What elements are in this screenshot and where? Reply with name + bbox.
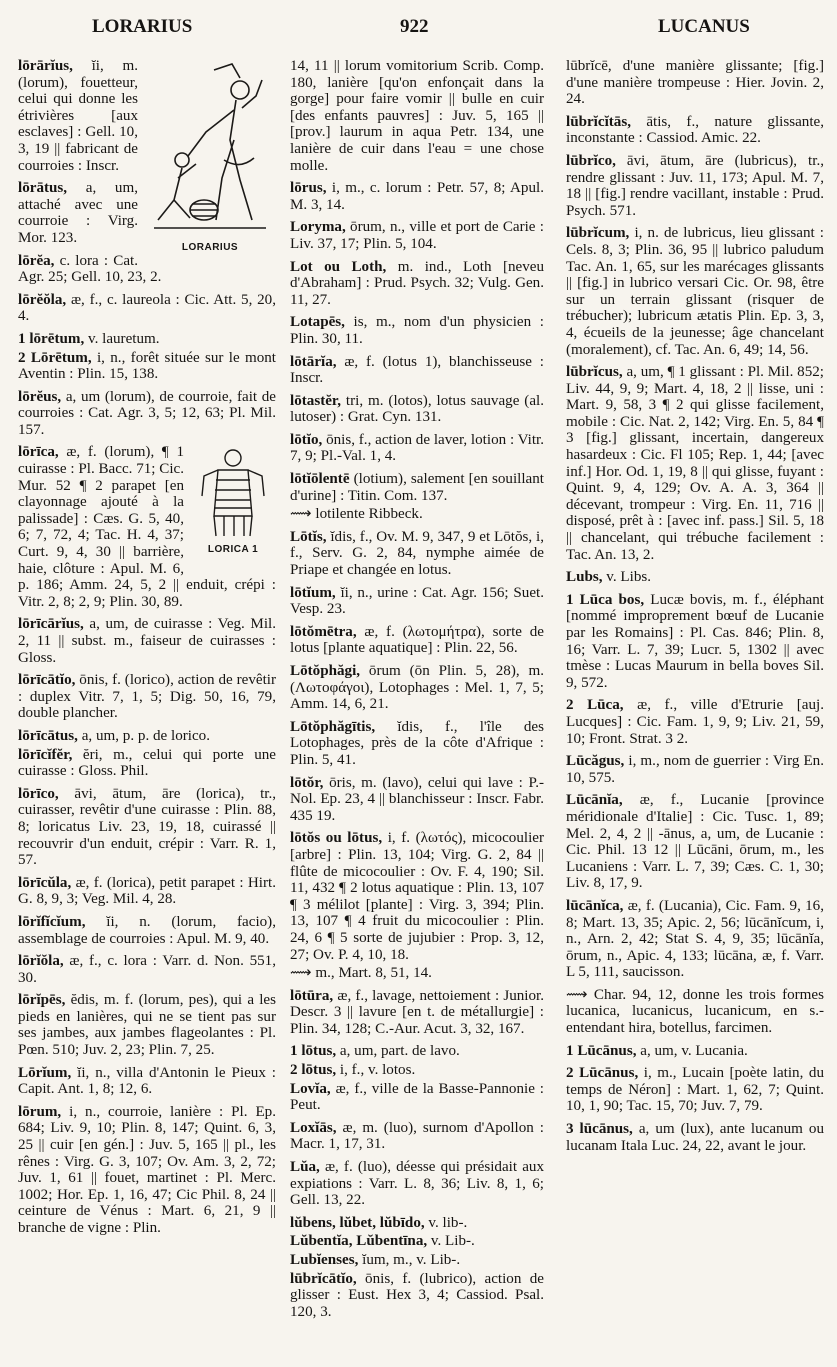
dictionary-entry [290,830,544,963]
definition: v. lauretum. [84,330,160,347]
dictionary-entry [18,786,276,869]
definition: 14, 11 || lorum vomitorium Scrib. Comp. 180, lanière [qu'on enfonçait dans la gorge] pour faire vomir || bulle en cuir [des enfants pauvres] : Juv. 5, 165 || [prov.] laurum in aqua Petr. 134, une lanière de cuir dans l'eau = une chose molle. [290,58,544,174]
dictionary-entry [290,1252,544,1269]
definition: ĭi, n. (lorum, facio), assemblage de courroies : Apul. M. 9, 40. [18,913,276,947]
dictionary-entry [18,875,276,908]
headword: lōtŏs ou lōtus, [290,830,383,847]
dictionary-entry [566,364,824,563]
note-text: ⟿ Char. 94, 12, donne les trois formes lucanica, lucanicus, lucanicum, en s.-entendant hira, botellus, farcimen. [566,986,824,1037]
definition: āvi, ātum, āre (lubricus), tr., rendre glissant : Juv. 11, 173; Apul. M. 7, 18 || [fig.] rendre vacillant, instable : Prud. Psych. 571. [566,152,824,219]
definition: ōrum, n., ville et port de Carie : Liv. 37, 17; Plin. 5, 104. [290,219,544,252]
headword: Lot ou Loth, [290,258,387,275]
definition: ĭum, m., v. Lib-. [358,1252,461,1268]
running-header [0,16,837,46]
dictionary-entry [290,1081,544,1114]
dictionary-entry [290,775,544,825]
headword: lōrĭŏla, [18,953,64,970]
headword: lūcānĭca, [566,897,624,914]
definition: æ, f., ville de la Basse-Pannonie : Peut. [290,1080,544,1114]
definition: ĭdis, f., l'île des Lotophages, près de la côte d'Afrique : Plin. 5, 41. [290,718,544,768]
headword: lōrum, [18,1103,62,1120]
headword: 2 Lūcānus, [566,1065,639,1082]
dictionary-entry [566,225,824,358]
column-3 [566,58,824,1160]
figure-lorarius [144,60,276,257]
headword: Lūcăgus, [566,753,625,770]
variant-note [290,965,544,982]
headword: lōrĕŏla, [18,291,67,308]
definition: a, um, attaché avec une courroie : Virg. Mor. 123. [18,180,138,246]
definition: ĭdis, f., Ov. M. 9, 347, 9 et Lōtŏs, i, f., Serv. G. 2, 84, nymphe aimée de Priape et changée en lotus. [290,528,544,579]
definition: æ, f. (lorum), ¶ 1 cuirasse : Pl. Bacc. 71; Cic. Mur. 52 ¶ 2 parapet [en clayonnage ajouté à la palissade] : Cæs. G. 5, 40, 6; 7, 72, 4; Tac. H. 4, 37; Curt. 9, 4, 30 || barrière, haie, clôture : Apul. M. 6, p. 186; Amm. 24, 5, 2 || enduit, crépi : Vitr. 2, 8; 2, 9; Plin. 30, 89. [18,444,276,610]
headword: lōrĭfĭcĭum, [18,913,86,930]
definition: æ, f. (Lucania), Cic. Fam. 9, 16, 8; Mart. 13, 35; Apic. 2, 56; lūcānĭcum, i, n., Arn. 2, 42; Stat S. 4, 9, 35; lūcānĭa, ōrum, n., Apic. 4, 133; lūcāna, æ, f. Varr. L 5, 111, saucisson. [566,897,824,981]
column-1 [18,58,276,1243]
headword: Lotapēs, [290,314,345,331]
headword: 1 Lūcānus, [566,1042,637,1059]
headword: lōrīco, [18,785,59,802]
headword: Lōtĭs, [290,528,327,545]
definition: æ, f. (λωτομήτρα), sorte de lotus [plante aquatique] : Plin. 22, 56. [290,623,544,657]
definition: ĭi, n., villa d'Antonin le Pieux : Capit. Ant. 1, 8; 12, 6. [18,1064,276,1098]
dictionary-entry [290,1120,544,1153]
definition: ōrum (ōn Plin. 5, 28), m. (Λωτοφάγοι), Lotophages : Mel. 1, 7, 5; Amm. 14, 6, 21. [290,663,544,713]
dictionary-entry [566,1043,824,1060]
headword: 2 Lūca, [566,697,624,714]
headword: lōtĭum, [290,584,336,601]
headword: lōrārĭus, [18,58,73,74]
definition: ĕdis, m. f. (lorum, pes), qui a les pieds en lanières, qui ne se tient pas sur ses jambes, aux jambes flageolantes : Pl. Pœn. 510; Juv. 2, 23; Plin. 7, 25. [18,992,276,1059]
dictionary-entry [290,663,544,713]
headword: 1 Lūca bos, [566,591,645,608]
definition: i, n., courroie, lanière : Pl. Ep. 684; Liv. 9, 10; Plin. 8, 147; Quint. 6, 3, 25 || cuir [en gén.] : Juv. 5, 165 || pl., les rênes : Virg. G. 3, 107; Ov. Am. 3, 2, 72; Juv. 1, 61 || fouet, martinet : Pl. Merc. 1002; Hor. Ep. 1, 16, 47; Cic Phil. 8, 24 || ceinture de Vénus : Mart. 6, 21, 9 || branche de vigne : Plin. [18,1103,276,1236]
dictionary-entry [18,747,276,780]
headword: lōtŏr, [290,774,324,791]
dictionary-entry [566,1121,824,1154]
definition: a, um, de cuirasse : Veg. Mil. 2, 11 || subst. m., faiseur de cuirasses : Gloss. [18,616,276,666]
dictionary-entry [18,331,276,348]
dictionary-entry [566,114,824,147]
dictionary-entry [290,585,544,618]
header-first-word: LORARIUS [92,16,193,37]
dictionary-entry [566,153,824,219]
definition: i, m., nom de guerrier : Virg En. 10, 575. [566,753,824,786]
dictionary-entry [290,314,544,347]
figure-lorica [190,446,276,559]
dictionary-entry [290,354,544,387]
definition: æ, f., c. laureola : Cic. Att. 5, 20, 4. [18,291,276,325]
headword: lōrīca, [18,444,59,461]
definition: tri, m. (lotos), lotus sauvage (al. lutoser) : Grat. Cyn. 131. [290,392,544,426]
page-number: 922 [400,16,429,37]
column-2 [290,58,544,1326]
definition: v. Lib-. [427,1233,475,1250]
definition: ōnis, f. (lorico), action de revêtir : duplex Vitr. 7, 1, 5; Dig. 50, 16, 79, double plancher. [18,672,276,722]
definition: a, um, ¶ 1 glissant : Pl. Mil. 852; Liv. 44, 9, 9; Mart. 4, 18, 2 || lisse, uni : Mart. 9, 58, 3 ¶ 2 qui glisse facilement, mobile : Cic. Nat. 2, 142; Virg. En. 5, 84 ¶ 3 [fig.] glissant, incertain, dangereux hasardeux : Cic. Fl 105; Rep. 1, 44; [avec inf.] Hor. Od. 1, 19, 8 || qui glisse, fuyant : Quint. 9, 4, 129; Ov. A. A. 3, 364 || décevant, trompeur : Virg. En. 11, 716 || disposé, prêt à : [avec inf. pass.] Sil. 5, 18 || chancelant, qui trébuche facilement : Tac. An. 13, 2. [566,364,824,563]
variant-note [290,506,544,523]
dictionary-entry [566,58,824,108]
figure-caption: LORICA 1 [207,544,259,556]
headword: 1 lōrētum, [18,330,85,347]
headword: lūbrĭco, [566,152,616,169]
headword: Loryma, [290,219,346,236]
definition: i, f. (λωτός), micocoulier [arbre] : Plin. 13, 104; Virg. G. 2, 84 || flûte de micocoulier : Ov. F. 4, 190; Sil. 11, 432 ¶ 2 lotus aquatique : Plin. 13, 107 ¶ 3 mélilot [plante] : Virg. 3, 394; Plin. 13, 107 ¶ 4 fruit du micocoulier : Plin. 24, 6 ¶ 5 sorte de jujubier : Prop. 3, 12, 27; Ov. P. 4, 10, 18. [290,830,545,963]
dictionary-entry [290,393,544,426]
dictionary-entry [566,753,824,786]
headword: lūbrĭcus, [566,364,623,381]
dictionary-entry [18,672,276,722]
definition: ōnis, f. (lubrico), action de glisser : Eust. Hex 3, 4; Cassiod. Psal. 120, 3. [290,1270,544,1320]
headword: Lubĭenses, [290,1252,359,1268]
dictionary-entry [290,529,544,579]
dictionary-entry [290,1215,544,1232]
dictionary-entry [290,471,544,504]
headword: lōrīcĭfĕr, [18,746,73,763]
definition: ōris, m. (lavo), celui qui lave : P.-Nol. Ep. 23, 4 || blanchisseur : Inscr. Fabr. 435 19. [290,774,544,824]
dictionary-entry [18,992,276,1058]
dictionary-entry [18,953,276,986]
dictionary-entry [290,259,544,309]
definition: æ, f., Lucanie [province méridionale d'Italie] : Cic. Tusc. 1, 89; Mel. 2, 4, 2 || -ānus, a, um, de Lucanie : Cic. Phil. 13 12 || Lūcāni, ōrum, m., les Lucaniens : Varr. L. 7, 39; Cæs. C. 1, 30; Liv. 8, 17, 9. [566,792,824,892]
headword: lōrĕa, [18,252,55,269]
definition: ōnis, f., action de laver, lotion : Vitr. 7, 9; Pl.-Val. 1, 4. [290,431,544,465]
definition: a, um, p. p. de lorico. [77,727,210,744]
definition: v. Libs. [602,569,652,586]
definition: Lucæ bovis, m. f., éléphant [nommé improprement bœuf de Lucanie par les Romains] : Pl. Cas. 846; Plin. 8, 16; Varr. L. 7, 39; Lucr. 5, 1302 || avec tmèse : Lucas Maurum in bella boves Sil. 9, 572. [566,591,824,691]
dictionary-entry [18,1104,276,1237]
dictionary-entry [566,898,824,981]
headword: 3 lūcānus, [566,1121,633,1138]
figure-caption: LORARIUS [181,242,239,253]
definition: ĭi, m. (lorum), fouetteur, celui qui donne les étrivières [aux esclaves] : Gell. 10, 3, 19 || fabricant de courroies : Inscr. [18,58,138,174]
headword: lōrus, [290,180,327,197]
definition: c. lora : Cat. Agr. 25; Gell. 10, 23, 2. [18,252,162,286]
definition: a, um, part. de lavo. [336,1043,460,1060]
definition: a, um, v. Lucania. [636,1042,748,1059]
dictionary-entry [290,432,544,465]
definition: æ, m. (luo), surnom d'Apollon : Macr. 1, 17, 31. [290,1119,544,1153]
headword: Lōrĭum, [18,1064,72,1081]
headword: Lovĭa, [290,1080,331,1097]
dictionary-entry [566,569,824,586]
dictionary-entry [290,219,544,252]
headword: lōrīcātus, [18,727,78,744]
definition: āvi, ātum, āre (lorica), tr., cuirasser, revêtir d'une cuirasse : Plin. 88, 8; loricatus Liv. 23, 19, 18, cuirassé || recouvrir d'un enduit, crépir : Varr. R. 1, 57. [18,785,276,869]
definition: ātis, f., nature glissante, inconstante : Cassiod. Amic. 22. [566,113,824,147]
headword: 2 lōtus, [290,1062,337,1079]
header-last-word: LUCANUS [658,16,750,37]
definition: æ, f., lavage, nettoiement : Junior. Descr. 3 || lavure [en t. de métallurgie] : Plin. 34, 128; C.-Aur. Acut. 3, 32, 167. [290,987,544,1037]
dictionary-entry [290,1062,544,1079]
definition: æ, f. (lotus 1), blanchisseuse : Inscr. [290,353,544,387]
dictionary-entry [290,988,544,1038]
dictionary-entry [290,58,544,174]
dictionary-entry [290,719,544,769]
headword: lōtārĭa, [290,353,337,370]
definition: ĭi, n., urine : Cat. Agr. 156; Suet. Vesp. 23. [290,584,544,618]
headword: lūbrĭcum, [566,225,630,242]
dictionary-entry [566,792,824,892]
definition: v. lib-. [424,1214,468,1231]
dictionary-entry [18,389,276,439]
headword: lōtĭōlentē [290,471,350,488]
headword: lōrātus, [18,180,68,197]
headword: lōrīcātĭo, [18,672,76,689]
definition: a, um (lorum), de courroie, fait de courroies : Cat. Agr. 3, 5; 12, 63; Pl. Mil. 157. [18,388,276,438]
headword: 1 lōtus, [290,1043,337,1060]
headword: lōrīcārĭus, [18,616,84,633]
headword: lōtĭo, [290,431,323,448]
definition: i, m., c. lorum : Petr. 57, 8; Apul. M. 3, 14. [290,180,544,213]
headword: lōtŏmētra, [290,623,357,640]
definition: m. ind., Loth [neveu d'Abraham] : Prud. Psych. 32; Vulg. Gen. 11, 27. [290,258,545,308]
headword: lōtūra, [290,987,334,1004]
headword: lōtastĕr, [290,392,341,409]
headword: Loxĭās, [290,1119,337,1136]
definition: æ, f., c. lora : Varr. d. Non. 551, 30. [18,953,276,986]
headword: Lubs, [566,569,603,586]
variant-note [566,987,824,1037]
headword: Lōtŏphăgi, [290,663,361,679]
dictionary-entry [290,180,544,213]
dictionary-entry [290,1159,544,1209]
definition: is, m., nom d'un physicien : Plin. 30, 11. [290,314,544,347]
dictionary-entry [18,914,276,947]
dictionary-entry [18,253,276,286]
headword: lōrīcŭla, [18,874,72,891]
headword: Lŭbentĭa, Lŭbentīna, [290,1233,428,1250]
headword: Lūcānĭa, [566,792,623,809]
headword: lūbrĭcĭtās, [566,113,631,130]
lorica-illustration [190,446,276,542]
definition: a, um (lux), ante lucanum ou lucanam Itala Luc. 24, 22, avant le jour. [566,1121,824,1154]
headword: lōrĭpēs, [18,992,66,1009]
definition: i, n. de lubricus, lieu glissant : Cels. 8, 3; Plin. 36, 95 || lubrico paludum Tac. An. 1, 65, sur les marécages glissants || [fig.] in lubrico versari Cic. Or. 98, être sur un terrain glissant (risquer de trébucher); lubricum ætatis Plin. Ep. 3, 3, 4, écueils de la jeunesse; âge chancelant (moralement), cf. Tac. An. 6, 49; 14, 56. [566,225,824,358]
note-text: ⟿ m., Mart. 8, 51, 14. [290,965,432,982]
headword: 2 Lōrētum, [18,349,92,366]
definition: ĕri, m., celui qui porte une cuirasse : Gloss. Phil. [18,746,276,780]
dictionary-entry [18,350,276,383]
dictionary-entry [290,624,544,657]
headword: Lŭa, [290,1159,320,1176]
definition: i, f., v. lotos. [336,1062,416,1079]
definition: æ, f. (luo), déesse qui présidait aux expiations : Varr. L. 8, 36; Liv. 8, 1, 6; Gell. 13, 22. [290,1159,544,1209]
headword: lŭbens, lŭbet, lŭbīdo, [290,1214,425,1231]
headword: lōrĕus, [18,388,62,405]
dictionary-entry [18,616,276,666]
definition: æ, f. (lorica), petit parapet : Hirt. G. 8, 9, 3; Veg. Mil. 4, 28. [18,874,276,908]
definition: i, n., forêt située sur le mont Aventin : Plin. 15, 138. [18,349,276,383]
dictionary-entry [18,728,276,745]
definition: æ, f., ville d'Etrurie [auj. Lucques] : Cic. Fam. 1, 9, 9; Liv. 21, 59, 10; Front. Strat. 3 2. [566,697,824,747]
dictionary-entry [290,1233,544,1250]
definition: lūbrĭcē, d'une manière glissante; [fig.] d'une manière trompeuse : Hier. Jovin. 2, 24. [566,58,824,108]
lorarius-illustration [144,60,276,240]
headword: lūbrĭcātĭo, [290,1270,357,1287]
dictionary-entry [566,592,824,692]
headword: Lōtŏphăgītis, [290,718,376,735]
dictionary-entry [290,1043,544,1060]
dictionary-entry [566,697,824,747]
definition: i, m., Lucain [poète latin, du temps de Néron] : Mart. 1, 62, 7; Quint. 10, 1, 90; Tac. 15, 70; Juv. 7, 79. [566,1065,824,1115]
dictionary-entry [566,1065,824,1115]
note-text: ⟿ lotilente Ribbeck. [290,506,423,523]
dictionary-entry [18,292,276,325]
definition: (lotium), salement [en souillant d'urine] : Titin. Com. 137. [290,471,544,504]
dictionary-entry [18,1065,276,1098]
dictionary-entry [290,1271,544,1321]
